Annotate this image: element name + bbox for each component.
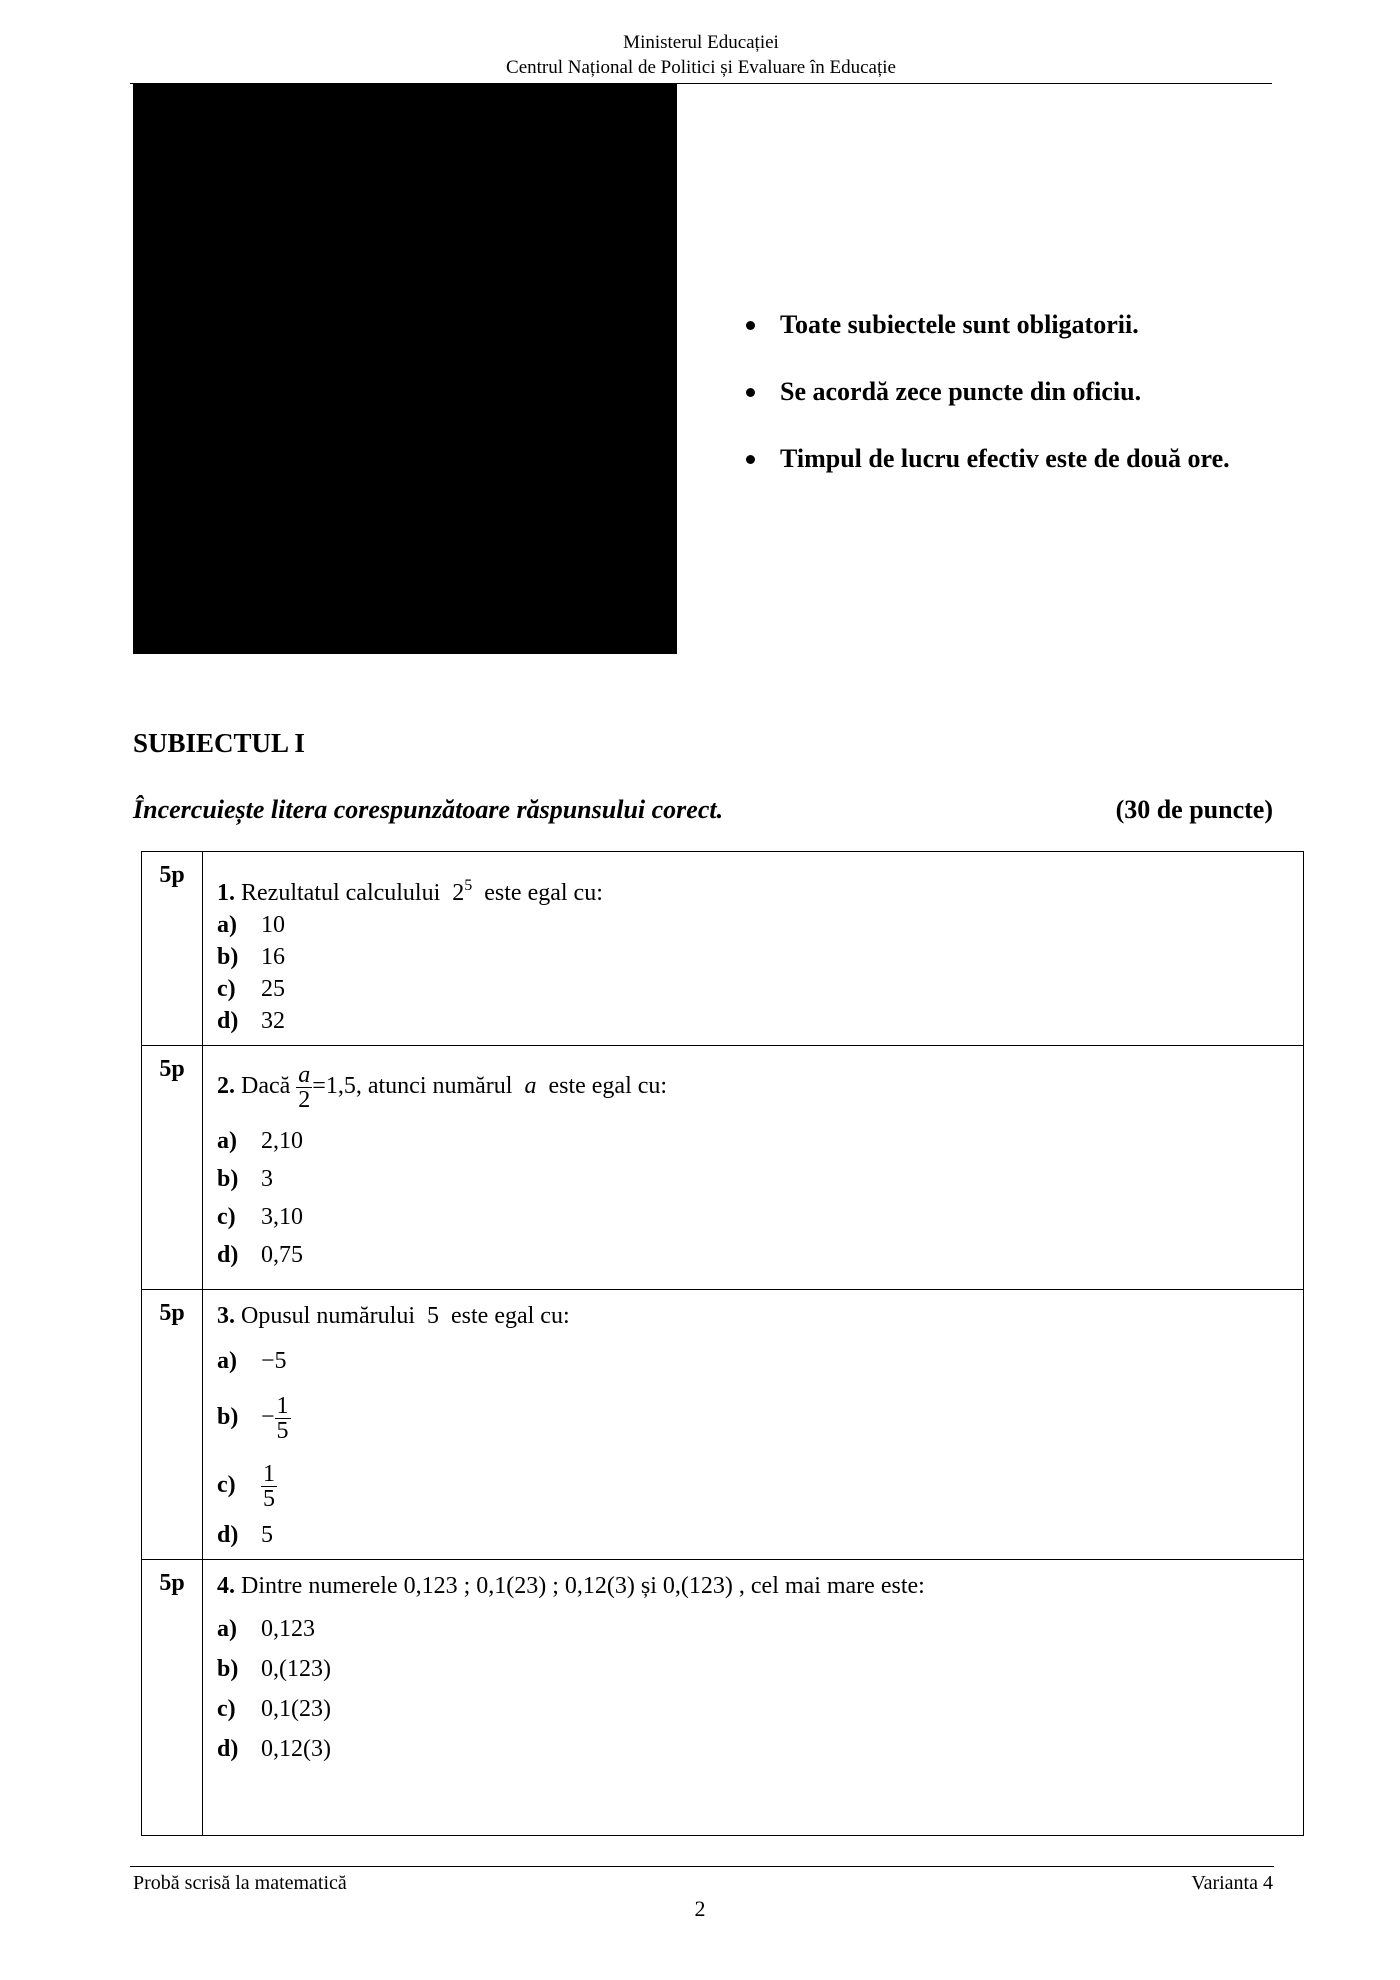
bullet-icon (746, 388, 755, 397)
item-score: 5p (142, 852, 203, 1046)
option-a[interactable]: a) −5 (217, 1348, 287, 1374)
question-text: 4. Dintre numerele 0,123 ; 0,1(23) ; 0,12(3) și 0,(123) , cel mai mare este: (217, 1573, 925, 1599)
item-row (142, 1046, 1304, 1290)
item-score: 5p (142, 1290, 203, 1560)
bullet-icon (746, 321, 755, 330)
item-row (142, 852, 1304, 1046)
item-row (142, 1290, 1304, 1560)
question-text: 2. Dacă $\frac{a}{2}$ =1,5, atunci numărul a este egal cu: (217, 1062, 668, 1113)
header-ministry: Ministerul Educației (623, 32, 779, 53)
option-c[interactable]: c) 3,10 (217, 1204, 303, 1230)
option-a[interactable]: a) 10 (217, 912, 285, 938)
item-row (142, 1560, 1304, 1836)
footer-exam-name: Probă scrisă la matematică (133, 1872, 347, 1894)
option-b[interactable]: b) 0,(123) (217, 1656, 331, 1682)
page-header (130, 30, 1272, 80)
option-d[interactable]: d) 5 (217, 1522, 273, 1548)
footer-rule (130, 1866, 1274, 1867)
instruction-item: Se acordă zece puncte din oficiu. (740, 372, 1230, 439)
option-b[interactable]: b) 16 (217, 944, 285, 970)
fraction: $\frac{1}{5}$ (263, 1460, 275, 1512)
option-c[interactable]: c) 0,1(23) (217, 1696, 331, 1722)
item-score: 5p (142, 1560, 203, 1836)
fraction: $\frac{1}{5}$ (276, 1392, 289, 1444)
redacted-block (133, 84, 677, 654)
question-text: 3. Opusul numărului 5 este egal cu: (217, 1303, 570, 1329)
item-content (203, 852, 1304, 1046)
footer-variant: Varianta 4 (1191, 1872, 1273, 1894)
option-a[interactable]: a) 2,10 (217, 1128, 303, 1154)
item-content (203, 1560, 1304, 1836)
option-a[interactable]: a) 0,123 (217, 1616, 315, 1642)
instruction-item: Timpul de lucru efectiv este de două ore. (740, 439, 1230, 506)
question-text: 1. Rezultatul calculului $2^5$ este egal cu: (217, 877, 603, 906)
fraction: $\frac{a}{2}$ (298, 1062, 311, 1113)
option-c[interactable]: c) 25 (217, 976, 285, 1002)
option-b[interactable]: b) 3 (217, 1166, 273, 1192)
task-instruction-line (133, 795, 1273, 825)
general-instructions (740, 305, 1230, 506)
instruction-item: Toate subiectele sunt obligatorii. (740, 305, 1230, 372)
item-content (203, 1290, 1304, 1560)
items-table (141, 851, 1304, 1836)
section-title: SUBIECTUL I (133, 728, 305, 758)
option-c[interactable]: c) $\frac{1}{5}$ (217, 1460, 275, 1512)
item-score: 5p (142, 1046, 203, 1290)
header-center: Centrul Național de Politici și Evaluare în Educație (506, 57, 896, 78)
option-b[interactable]: b) − $\frac{1}{5}$ (217, 1392, 289, 1444)
option-d[interactable]: d) 0,75 (217, 1242, 303, 1268)
bullet-icon (746, 455, 755, 464)
item-content (203, 1046, 1304, 1290)
option-d[interactable]: d) 0,12(3) (217, 1736, 331, 1762)
option-d[interactable]: d) 32 (217, 1008, 285, 1034)
section-points: (30 de puncte) (1115, 795, 1273, 824)
page-number: 2 (694, 1896, 706, 1921)
task-instruction: Încercuiește litera corespunzătoare răspunsului corect. (133, 795, 724, 824)
